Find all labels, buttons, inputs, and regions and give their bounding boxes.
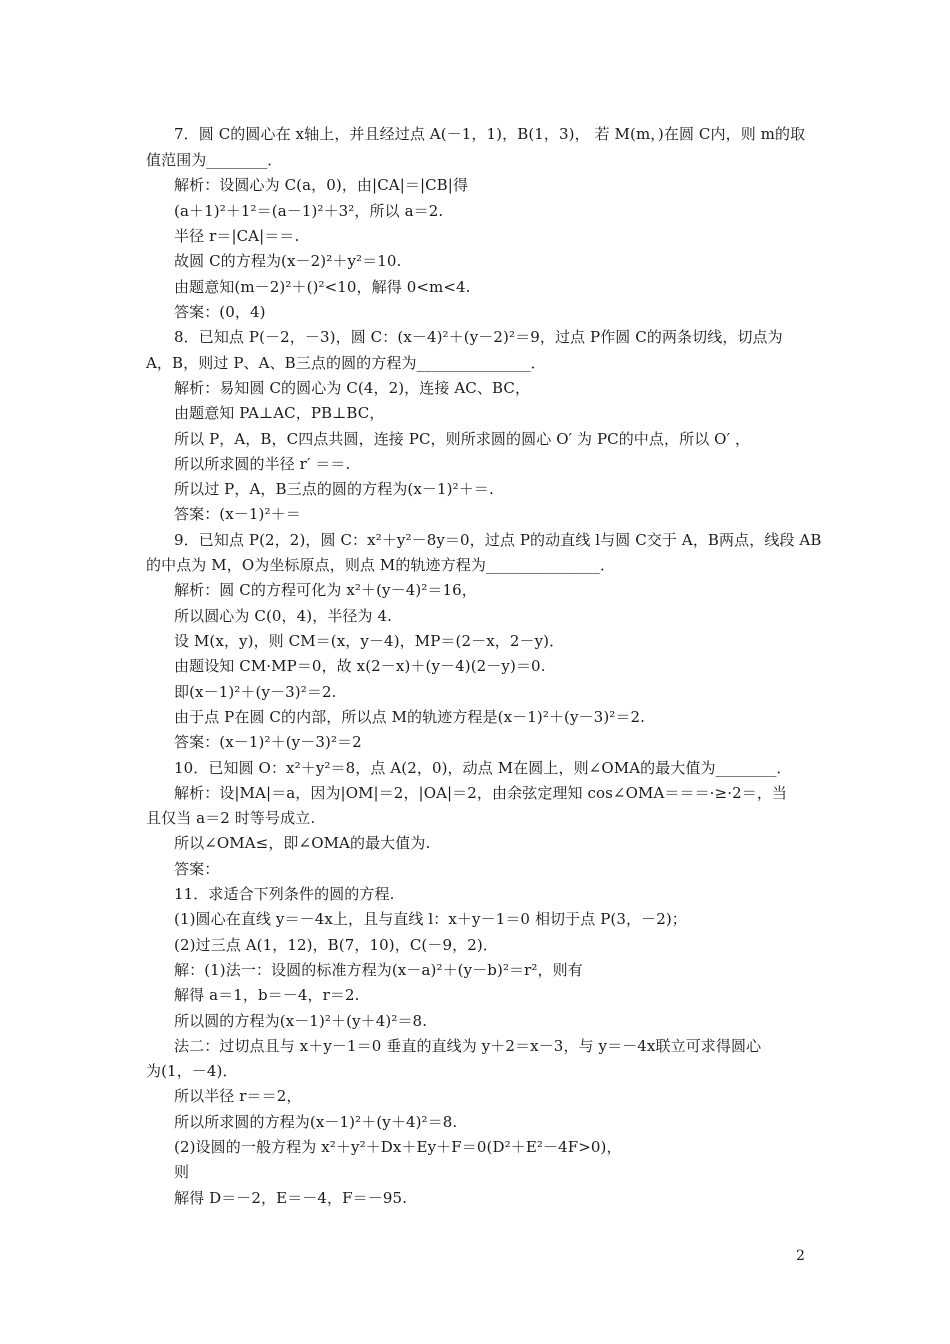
text-line: 所以圆心为 C(0，4)，半径为 4. [174, 607, 393, 625]
text-line: 所以∠OMA≤，即∠OMA的最大值为. [174, 834, 431, 852]
page-number: 2 [796, 1248, 805, 1264]
text-line: 解：(1)法一：设圆的标准方程为(x－a)²＋(y－b)²＝r²，则有 [174, 961, 583, 979]
text-line: 答案：(x－1)²＋＝ [174, 505, 301, 523]
text-line: (1)圆心在直线 y＝－4x上，且与直线 l：x＋y－1＝0 相切于点 P(3，－2)； [174, 910, 687, 928]
text-line: 8．已知点 P(－2，－3)，圆 C：(x－4)²＋(y－2)²＝9，过点 P作圆 C的两条切线，切点为 [174, 328, 783, 346]
text-line: 解得 D＝－2，E＝－4，F＝－95. [174, 1189, 407, 1207]
text-line: 所以所求圆的方程为(x－1)²＋(y＋4)²＝8. [174, 1113, 458, 1131]
text-line: 所以圆的方程为(x－1)²＋(y＋4)²＝8. [174, 1012, 428, 1030]
text-line: 9．已知点 P(2，2)，圆 C：x²＋y²－8y＝0，过点 P的动直线 l与圆 C交于 A，B两点，线段 AB [174, 531, 822, 549]
text-line: 值范围为________． [146, 151, 283, 169]
text-line: 解得 a＝1，b＝－4，r＝2. [174, 986, 360, 1004]
text-line: 所以所求圆的半径 r′ ＝＝. [174, 455, 351, 473]
text-line: 半径 r＝|CA|＝＝. [174, 227, 300, 245]
text-line: 由题意知(m－2)²＋()²<10，解得 0<m<4. [174, 278, 471, 296]
text-line: (2)设圆的一般方程为 x²＋y²＋Dx＋Ey＋F＝0(D²＋E²－4F>0)， [174, 1138, 622, 1156]
text-line: 所以半径 r＝＝2， [174, 1087, 302, 1105]
text-line: 即(x－1)²＋(y－3)²＝2. [174, 683, 337, 701]
text-line: 由题意知 PA⊥AC，PB⊥BC， [174, 404, 385, 422]
text-line: A，B，则过 P、A、B三点的圆的方程为_______________． [146, 354, 546, 372]
text-line: 所以过 P，A，B三点的圆的方程为(x－1)²＋＝. [174, 480, 494, 498]
text-line: 的中点为 M，O为坐标原点，则点 M的轨迹方程为_______________． [146, 556, 616, 574]
text-line: 设 M(x，y)，则 CM＝(x，y－4)，MP＝(2－x，2－y)． [174, 632, 565, 650]
text-line: (a＋1)²＋1²＝(a－1)²＋3²，所以 a＝2. [174, 202, 444, 220]
text-line: 故圆 C的方程为(x－2)²＋y²＝10. [174, 252, 402, 270]
text-line: 解析：设圆心为 C(a，0)，由|CA|＝|CB|得 [174, 176, 469, 194]
text-line: 解析：圆 C的方程可化为 x²＋(y－4)²＝16， [174, 581, 477, 599]
text-line: 所以 P，A，B，C四点共圆，连接 PC，则所求圆的圆心 O′ 为 PC的中点，所以 O′ ， [174, 430, 751, 448]
text-line: 答案：(0，4) [174, 303, 266, 321]
text-line: 为(1，－4)． [146, 1062, 238, 1080]
text-line: 解析：设|MA|＝a，因为|OM|＝2，|OA|＝2，由余弦定理知 cos∠OMA＝＝＝·≥·2＝，当 [174, 784, 788, 802]
text-line: 答案： [174, 860, 220, 878]
text-line: 解析：易知圆 C的圆心为 C(4，2)，连接 AC、BC， [174, 379, 531, 397]
text-line: 由题设知 CM·MP＝0，故 x(2－x)＋(y－4)(2－y)＝0. [174, 657, 546, 675]
text-line: (2)过三点 A(1，12)，B(7，10)，C(－9，2)． [174, 936, 498, 954]
text-line: 法二：过切点且与 x＋y－1＝0 垂直的直线为 y＋2＝x－3，与 y＝－4x联立可求得圆心 [174, 1037, 762, 1055]
text-line: 由于点 P在圆 C的内部，所以点 M的轨迹方程是(x－1)²＋(y－3)²＝2. [174, 708, 646, 726]
text-line: 答案：(x－1)²＋(y－3)²＝2 [174, 733, 362, 751]
text-line: 10．已知圆 O：x²＋y²＝8，点 A(2，0)，动点 M在圆上，则∠OMA的最大值为________． [174, 759, 792, 777]
text-line: 7．圆 C的圆心在 x轴上，并且经过点 A(－1，1)，B(1，3)， 若 M(m，)在圆 C内，则 m的取 [174, 125, 806, 143]
text-line: 则 [174, 1163, 190, 1181]
text-line: 11．求适合下列条件的圆的方程. [174, 885, 395, 903]
text-line: 且仅当 a＝2 时等号成立. [146, 809, 316, 827]
